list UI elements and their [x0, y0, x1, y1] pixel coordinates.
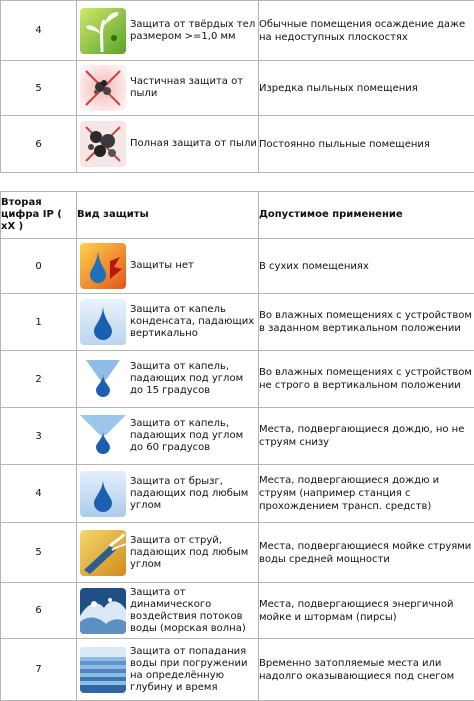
ip-digit-cell: 5 [1, 523, 77, 583]
application-cell: Изредка пыльных помещения [259, 61, 474, 116]
table-row [1, 116, 474, 173]
dust-full-icon [80, 121, 126, 167]
table-row [1, 639, 474, 701]
protection-label: Защиты нет [126, 260, 194, 272]
table-row [1, 351, 474, 408]
protection-label: Защита от капель, падающих под углом до 15 градусов [126, 361, 258, 397]
table-row [1, 465, 474, 523]
table-header-row [1, 192, 474, 239]
column-header-digit: Вторая цифра IP ( xX ) [1, 192, 77, 239]
table-row [1, 61, 474, 116]
ip-digit-cell: 2 [1, 351, 77, 408]
table-row [1, 523, 474, 583]
ip-digit-cell: 6 [1, 583, 77, 639]
application-cell: Постоянно пыльные помещения [259, 116, 474, 173]
column-header-protection: Вид защиты [77, 192, 259, 239]
vertical-drop-icon [80, 299, 126, 345]
table-row [1, 294, 474, 351]
protection-label: Защита от капель, падающих под углом до 60 градусов [126, 418, 258, 454]
ip-digit-cell: 4 [1, 1, 77, 61]
protection-label: Защита от динамического воздействия потоков воды (морская волна) [126, 587, 258, 635]
splash-any-angle-icon [80, 471, 126, 517]
ip-digit-cell: 3 [1, 408, 77, 465]
table-row [1, 1, 474, 61]
protection-label: Защита от твёрдых тел размером >=1,0 мм [126, 19, 258, 43]
ip-digit-cell: 0 [1, 239, 77, 294]
application-cell: В сухих помещениях [259, 239, 474, 294]
ip-digit-cell: 5 [1, 61, 77, 116]
column-header-application: Допустимое применение [259, 192, 474, 239]
application-cell: Во влажных помещениях с устройством не строго в вертикальном положении [259, 351, 474, 408]
table-row [1, 583, 474, 639]
table-row [1, 239, 474, 294]
protection-label: Частичная защита от пыли [126, 76, 258, 100]
table-row [1, 408, 474, 465]
protection-label: Защита от капель конденсата, падающих вертикально [126, 304, 258, 340]
application-cell: Временно затопляемые места или надолго оказывающиеся под снегом [259, 639, 474, 701]
sea-wave-icon [80, 588, 126, 634]
application-cell: Места, подвергающиеся дождю и струям (например станция с прохождением трансп. средств) [259, 465, 474, 523]
ip-digit-cell: 1 [1, 294, 77, 351]
application-cell: Места, подвергающиеся дождю, но не струям снизу [259, 408, 474, 465]
protection-label: Защита от попадания воды при погружении на определённую глубину и время [126, 646, 258, 694]
solid-particle-plant-icon [80, 8, 126, 54]
protection-label: Полная защита от пыли [126, 138, 257, 150]
drop-15-degrees-icon [80, 356, 126, 402]
ip-digit-cell: 4 [1, 465, 77, 523]
dust-partial-icon [80, 65, 126, 111]
immersion-icon [80, 647, 126, 693]
ip-digit-cell: 7 [1, 639, 77, 701]
application-cell: Обычные помещения осаждение даже на недоступных плоскостях [259, 1, 474, 61]
no-protection-drop-icon [80, 243, 126, 289]
application-cell: Во влажных помещениях с устройством в заданном вертикальном положении [259, 294, 474, 351]
solids-protection-table [0, 0, 474, 173]
protection-label: Защита от брызг, падающих под любым углом [126, 476, 258, 512]
application-cell: Места, подвергающиеся энергичной мойке и штормам (пирсы) [259, 583, 474, 639]
drop-60-degrees-icon [80, 413, 126, 459]
water-protection-table [0, 191, 474, 701]
protection-label: Защита от струй, падающих под любым углом [126, 535, 258, 571]
application-cell: Места, подвергающиеся мойке струями воды средней мощности [259, 523, 474, 583]
ip-digit-cell: 6 [1, 116, 77, 173]
water-jet-icon [80, 530, 126, 576]
